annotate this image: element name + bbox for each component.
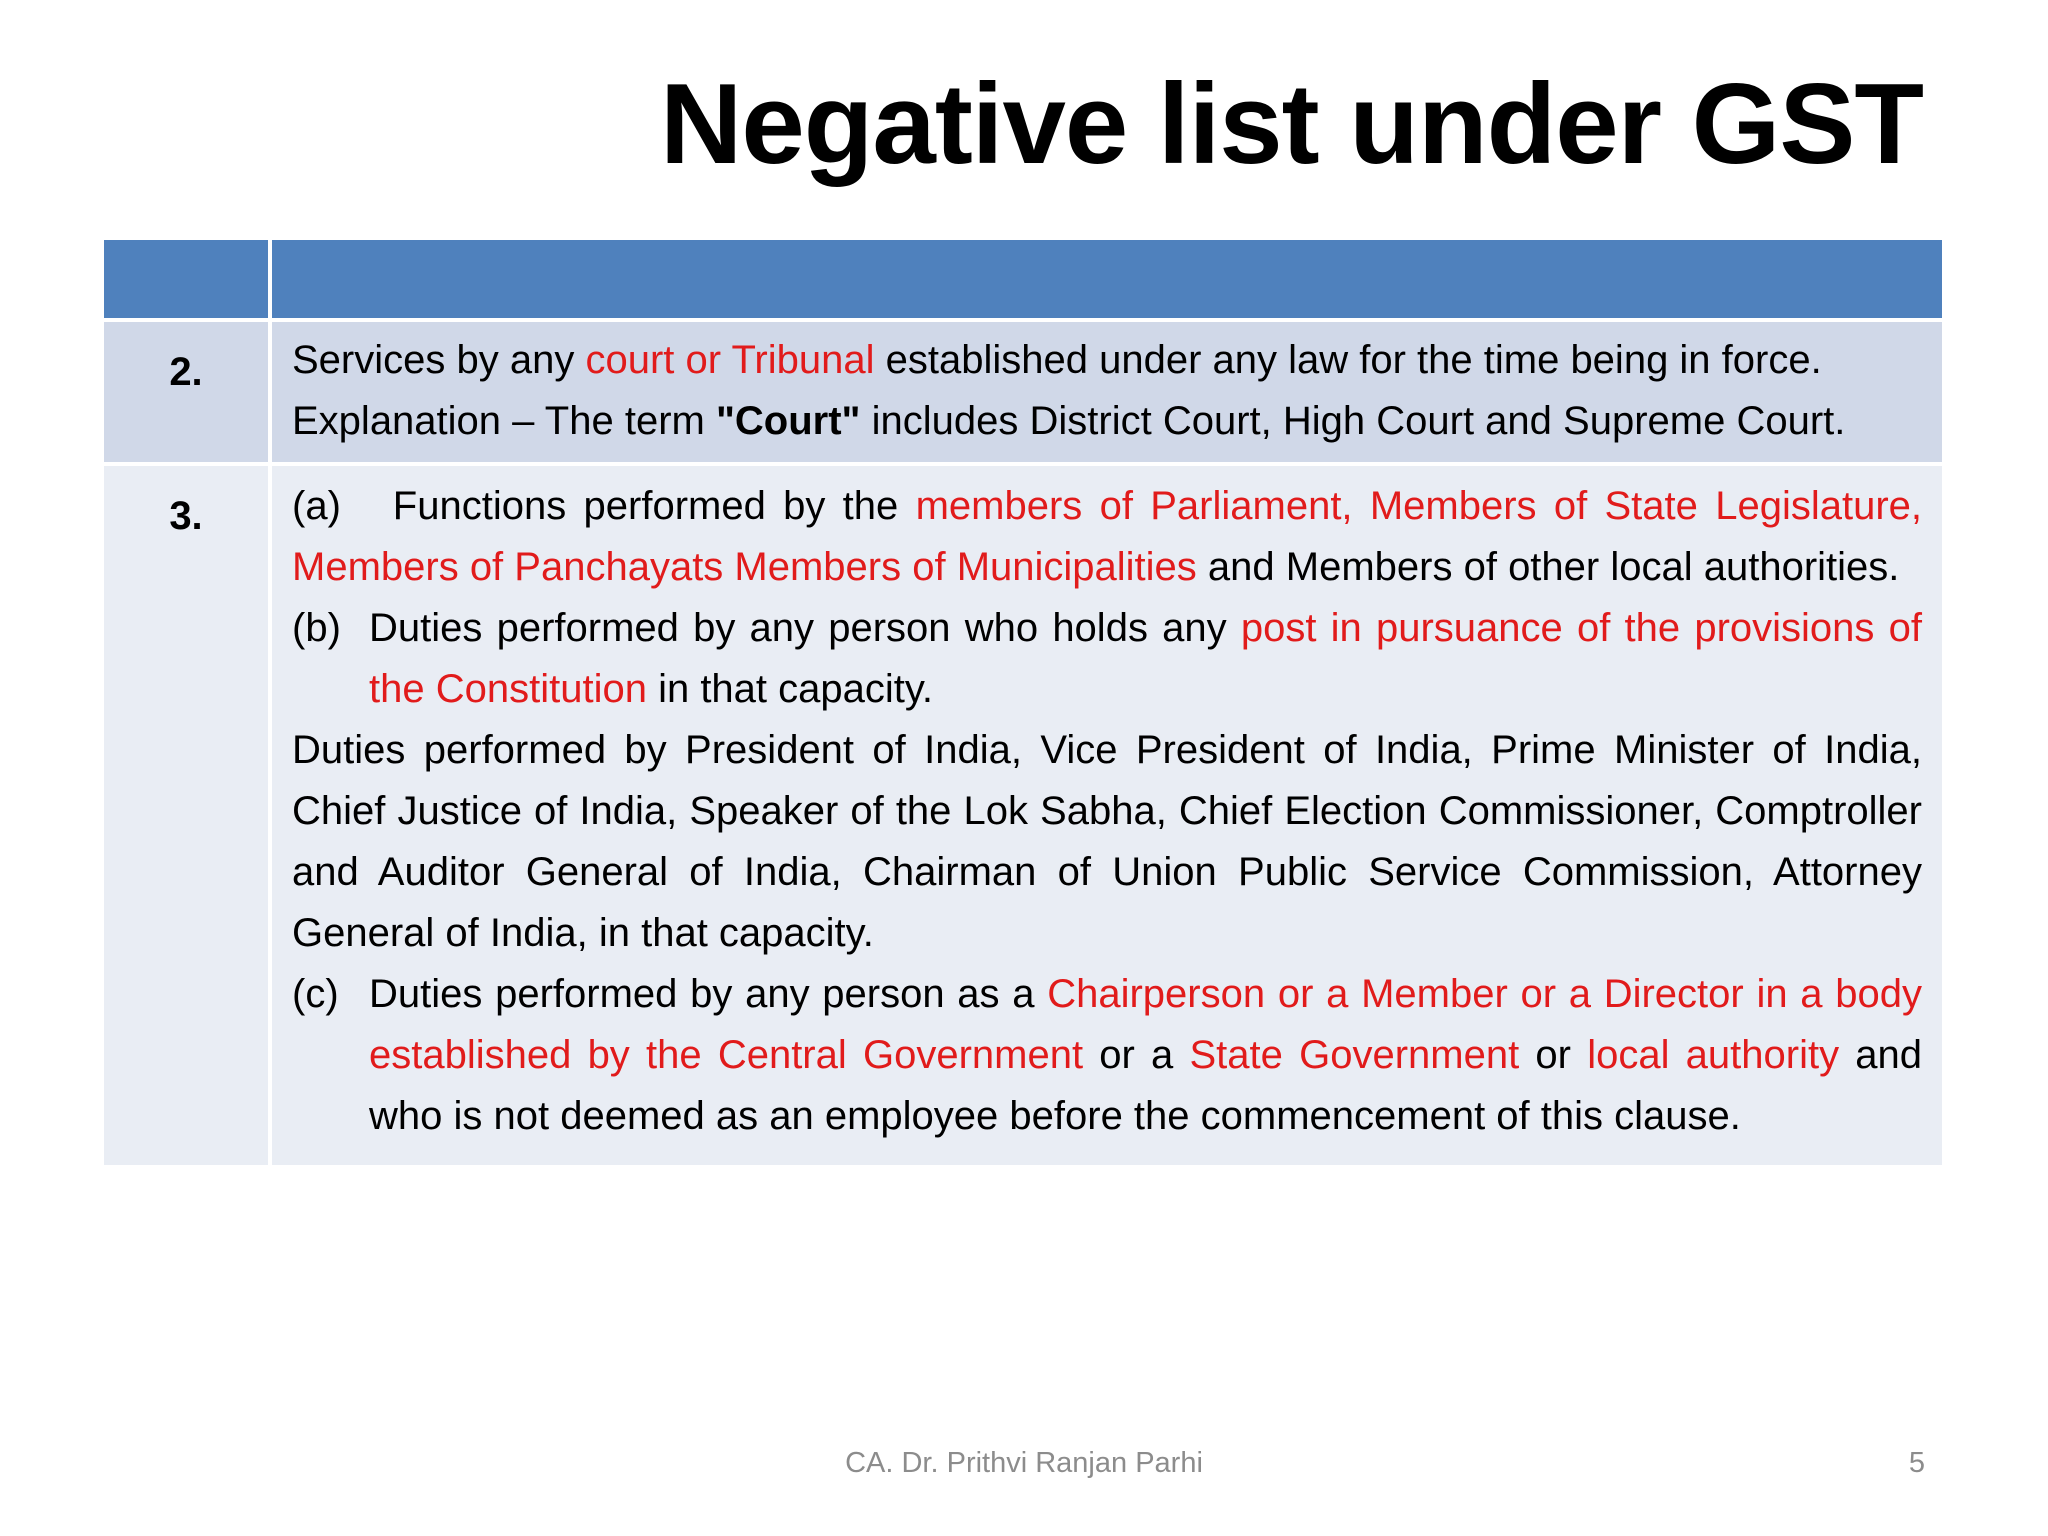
highlighted-text: court or Tribunal	[585, 338, 875, 382]
row-number: 2.	[169, 350, 203, 394]
highlighted-text: members of Parliament, Members of State Legislature, Members of Panchayats Members of Municipalities	[292, 484, 1922, 589]
duties-paragraph: Duties performed by President of India, Vice President of India, Prime Minister of India, Chief Justice of India, Speaker of the Lok Sabha, Chief Election Commissioner, Comptroller and Auditor General of India, Chairman of Union Public Service Commission, Attorney General of India, in that capacity.	[292, 728, 1922, 955]
clause-label: (a)	[292, 484, 341, 528]
clause-text	[369, 598, 1922, 720]
text-run: includes District Court, High Court and Supreme Court.	[860, 399, 1846, 443]
highlighted-text: post in pursuance of the provisions of the Constitution	[369, 606, 1922, 711]
text-run: in that capacity.	[646, 667, 934, 711]
highlighted-text: Chairperson or a Member or a Director in a body established by the Central Government	[369, 972, 1922, 1077]
table-header-row	[104, 240, 1942, 318]
text-run: and Members of other local authorities.	[1196, 545, 1900, 589]
clause-c	[292, 964, 1922, 1147]
clause-b	[292, 598, 1922, 720]
text-run: Functions performed by the	[392, 484, 916, 528]
table-row	[104, 462, 1942, 1165]
header-cell-number	[104, 240, 268, 318]
page-number: 5	[1908, 1447, 1925, 1479]
slide-title: Negative list under GST	[660, 61, 1923, 188]
clause-text	[369, 964, 1922, 1147]
header-cell-description	[268, 240, 1942, 318]
slide-footer: CA. Dr. Prithvi Ranjan Parhi	[845, 1447, 1203, 1479]
negative-list-table	[104, 240, 1942, 1165]
text-run: established under any law for the time being in force.	[874, 338, 1822, 382]
text-run: Explanation – The term	[292, 399, 716, 443]
text-run: or a	[1083, 1033, 1190, 1077]
highlighted-text: State Government	[1189, 1033, 1520, 1077]
clause-label: (c)	[292, 972, 339, 1016]
text-run: and who is not deemed as an employee before the commencement of this clause.	[369, 1033, 1923, 1138]
text-run: or	[1519, 1033, 1588, 1077]
text-run: Duties performed by any person who holds any	[369, 606, 1241, 650]
text-run: Services by any	[292, 338, 586, 382]
row-paragraph	[292, 330, 1922, 391]
row-content	[268, 466, 1942, 1165]
table-row	[104, 318, 1942, 462]
clause-a	[292, 476, 1922, 598]
text-run: Duties performed by any person as a	[369, 972, 1048, 1016]
clause-label: (b)	[292, 606, 341, 650]
row-content	[268, 322, 1942, 462]
explanation-paragraph	[292, 391, 1922, 452]
highlighted-text: local authority	[1587, 1033, 1840, 1077]
row-number: 3.	[169, 494, 203, 538]
bold-term: "Court"	[715, 399, 861, 443]
